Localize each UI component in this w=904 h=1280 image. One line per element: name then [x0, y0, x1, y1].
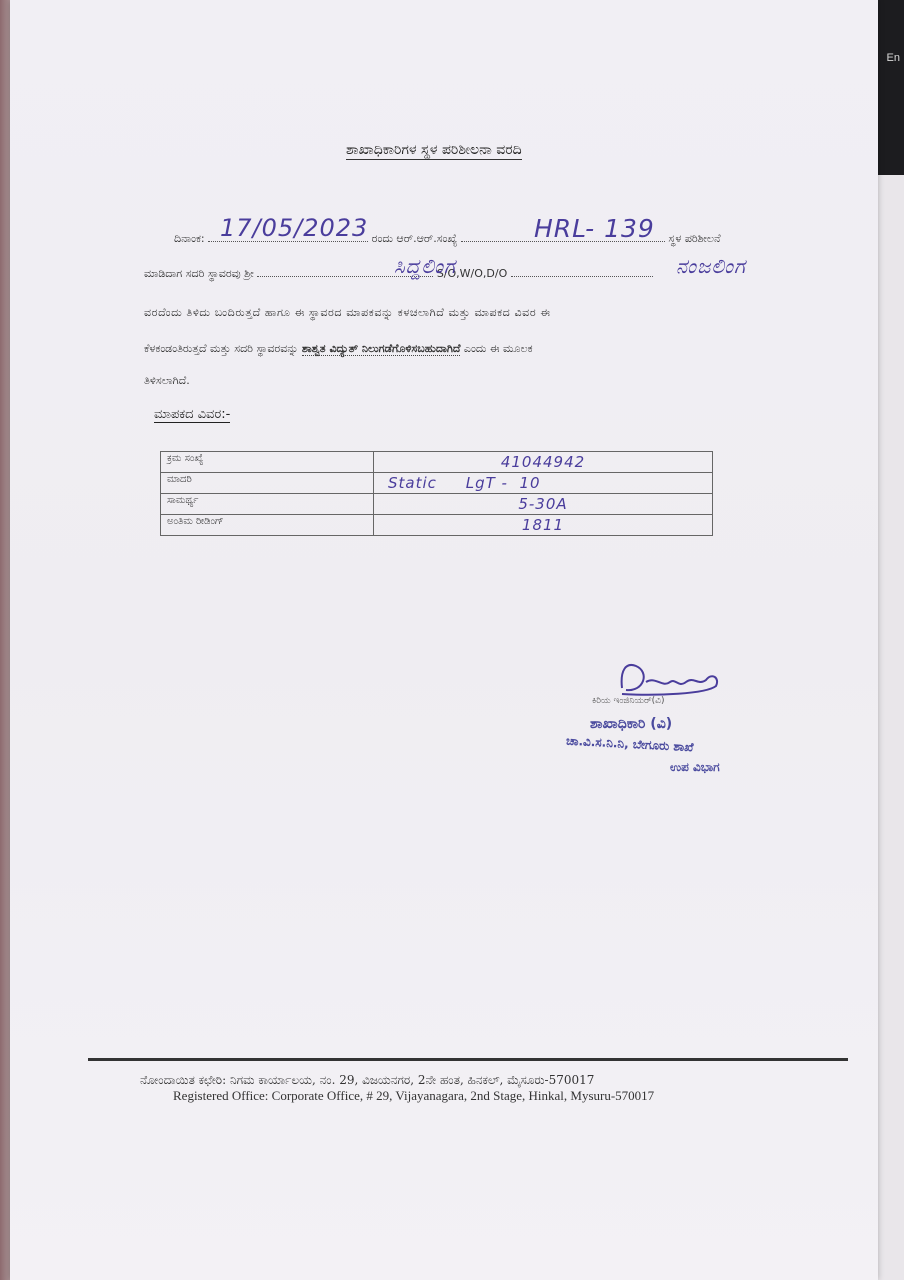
footer-rule [88, 1058, 848, 1061]
model-value: Static LgT - 10 [374, 473, 713, 494]
document-title: ಶಾಖಾಧಿಕಾರಿಗಳ ಸ್ಥಳ ಪರಿಶೀಲನಾ ವರದಿ [346, 142, 522, 158]
capacity-value: 5-30A [374, 494, 713, 515]
disconnect-suffix: ಎಂದು ಈ ಮೂಲಕ [463, 342, 533, 355]
inspection-suffix: ಸ್ಥಳ ಪರಿಶೀಲನೆ [668, 232, 721, 245]
signature-scrawl [616, 658, 726, 700]
name-handwritten: ಸಿದ್ದಲಿಂಗ [394, 254, 456, 278]
rr-handwritten: HRL- 139 [534, 214, 655, 243]
stamp-line-2: ಚಾ.ವಿ.ಸ.ನಿ.ನಿ, ಬೇಗೂರು ಶಾಖೆ [565, 733, 694, 755]
capacity-label: ಸಾಮರ್ಥ್ಯ [161, 494, 374, 515]
stamp-line-1: ಶಾಖಾಧಿಕಾರಿ (ವಿ) [590, 716, 673, 732]
table-row [161, 494, 713, 515]
name-prefix: ಮಾಡಿದಾಗ ಸದರಿ ಸ್ಥಾವರವು ಶ್ರೀ [144, 267, 254, 280]
relation-handwritten: ನಂಜಲಿಂಗ [676, 254, 746, 278]
line-informed: ತಿಳಿಸಲಾಗಿದೆ. [144, 374, 190, 387]
model-label: ಮಾದರಿ [161, 473, 374, 494]
line-disconnect [144, 342, 533, 356]
footer-address-kannada: ನೋಂದಾಯಿತ ಕಛೇರಿ: ನಿಗಮ ಕಾರ್ಯಾಲಯ, ನಂ. 29, ವಿಜಯನಗರ, 2ನೇ ಹಂತ, ಹಿನಕಲ್, ಮೈಸೂರು-570017 [140, 1073, 595, 1087]
final-reading-value: 1811 [374, 515, 713, 536]
date-handwritten: 17/05/2023 [220, 214, 369, 242]
relation-label: S/O,W/O,D/O [436, 267, 508, 280]
meter-details-heading: ಮಾಪಕದ ವಿವರ:- [154, 407, 231, 422]
stamp-line-3: ಉಪ ವಿಭಾಗ [670, 760, 720, 774]
table-row [161, 452, 713, 473]
date-label: ದಿನಾಂಕ: [174, 232, 205, 245]
relation-blank [511, 276, 653, 277]
serial-number-value: 41044942 [374, 452, 713, 473]
designation-text: ಕಿರಿಯ ಇಂಜಿನಿಯರ್(ವಿ) [592, 696, 665, 706]
meter-details-table [160, 451, 713, 536]
corner-text: En [886, 52, 900, 64]
final-reading-label: ಅಂತಿಮ ರೀಡಿಂಗ್ [161, 515, 374, 536]
paper-sheet [10, 0, 878, 1280]
rr-label: ರಂದು ಆರ್.ಆರ್.ಸಂಖ್ಯೆ [371, 232, 458, 245]
disconnect-prefix: ಕೆಳಕಂಡಂತಿರುತ್ತದೆ ಮತ್ತು ಸದರಿ ಸ್ಥಾವರವನ್ನು [144, 342, 299, 355]
footer-address-english: Registered Office: Corporate Office, # 29, Vijayanagara, 2nd Stage, Hinkal, Mysuru-570017 [173, 1088, 655, 1103]
serial-number-label: ಕ್ರಮ ಸಂಖ್ಯೆ [161, 452, 374, 473]
line-meter-removed: ವರದೆಂದು ತಿಳಿದು ಬಂದಿರುತ್ತದೆ ಹಾಗೂ ಈ ಸ್ಥಾವರದ ಮಾಪಕವನ್ನು ಕಳಚಲಾಗಿದೆ ಮತ್ತು ಮಾಪಕದ ವಿವರ ಈ [144, 306, 551, 319]
table-row [161, 515, 713, 536]
disconnect-bold: ಶಾಶ್ವತ ವಿದ್ಯುತ್ ನಿಲುಗಡೆಗೊಳಿಸಬಹುದಾಗಿದೆ [301, 342, 461, 355]
table-row [161, 473, 713, 494]
